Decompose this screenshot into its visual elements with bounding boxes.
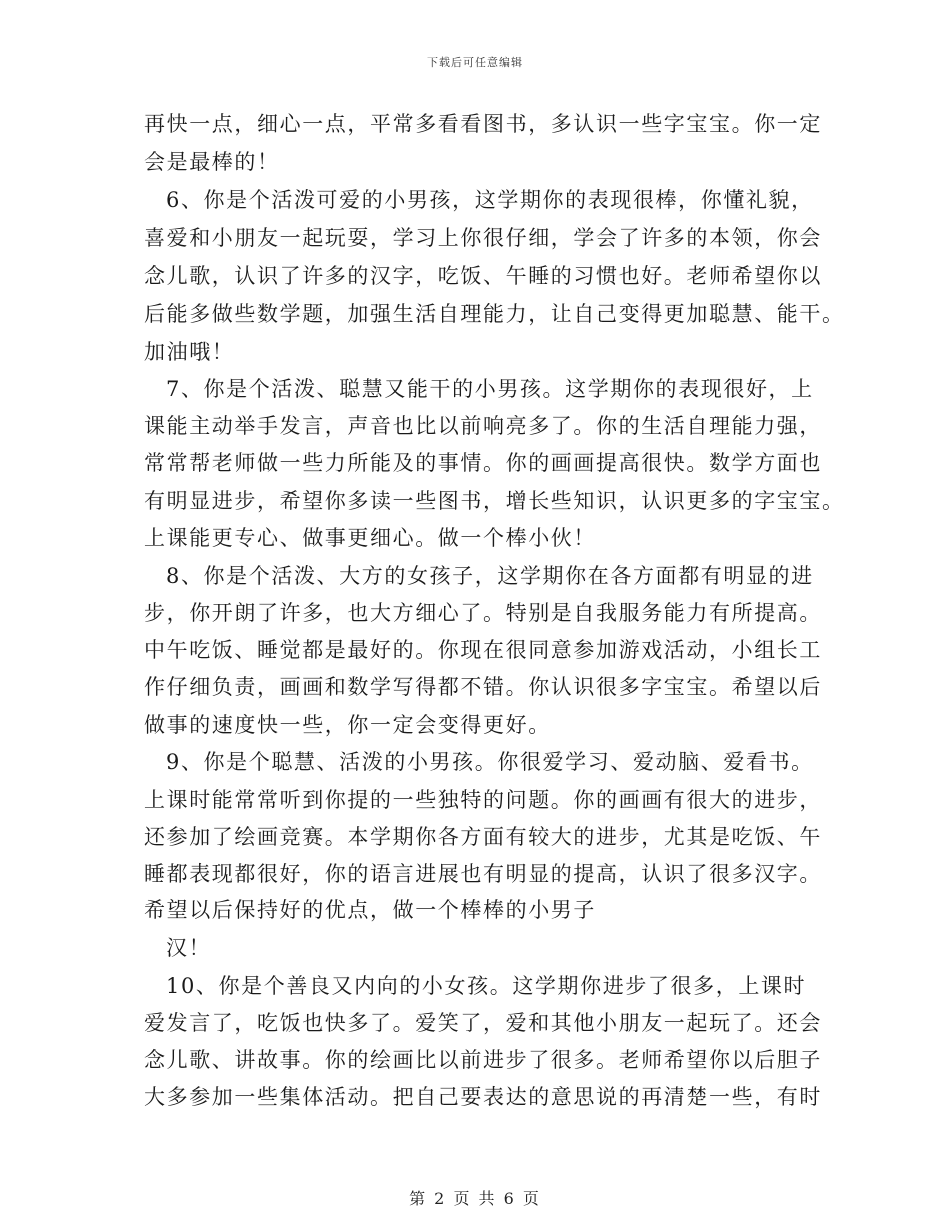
text-line: 睡都表现都很好，你的语言进展也有明显的提高，认识了很多汉字。 <box>144 862 822 886</box>
text-line: 再快一点，细心一点，平常多看看图书，多认识一些字宝宝。你一定 <box>144 112 822 136</box>
text-line: 9、你是个聪慧、活泼的小男孩。你很爱学习、爱动脑、爱看书。 <box>166 750 814 774</box>
text-line: 喜爱和小朋友一起玩耍，学习上你很仔细，学会了许多的本领，你会 <box>144 226 822 250</box>
text-line: 课能主动举手发言，声音也比以前响亮多了。你的生活自理能力强， <box>144 414 822 438</box>
text-line: 汉！ <box>166 936 212 960</box>
text-line: 上课时能常常听到你提的一些独特的问题。你的画画有很大的进步， <box>144 788 822 812</box>
text-line: 念儿歌，认识了许多的汉字，吃饭、午睡的习惯也好。老师希望你以 <box>144 264 822 288</box>
text-line: 步，你开朗了许多，也大方细心了。特别是自我服务能力有所提高。 <box>144 601 822 625</box>
text-line: 大多参加一些集体活动。把自己要表达的意思说的再清楚一些，有时 <box>144 1085 822 1109</box>
text-line: 后能多做些数学题，加强生活自理能力，让自己变得更加聪慧、能干。 <box>144 302 845 326</box>
text-line: 常常帮老师做一些力所能及的事情。你的画画提高很快。数学方面也 <box>144 451 822 475</box>
text-line: 10、你是个善良又内向的小女孩。这学期你进步了很多，上课时 <box>166 974 807 998</box>
text-line: 8、你是个活泼、大方的女孩子，这学期你在各方面都有明显的进 <box>166 564 814 588</box>
text-line: 做事的速度快一些，你一定会变得更好。 <box>144 713 551 737</box>
text-line: 加油哦！ <box>144 340 235 364</box>
text-line: 有明显进步，希望你多读一些图书，增长些知识，认识更多的字宝宝。 <box>144 489 845 513</box>
text-line: 作仔细负责，画画和数学写得都不错。你认识很多字宝宝。希望以后 <box>144 675 822 699</box>
text-line: 7、你是个活泼、聪慧又能干的小男孩。这学期你的表现很好，上 <box>166 377 814 401</box>
text-line: 爱发言了，吃饭也快多了。爱笑了，爱和其他小朋友一起玩了。还会 <box>144 1011 822 1035</box>
text-line: 希望以后保持好的优点，做一个棒棒的小男子 <box>144 898 596 922</box>
page-number: 第 2 页 共 6 页 <box>409 1189 541 1208</box>
text-line: 上课能更专心、做事更细心。做一个棒小伙！ <box>144 526 596 550</box>
text-line: 还参加了绘画竞赛。本学期你各方面有较大的进步，尤其是吃饭、午 <box>144 825 822 849</box>
page-header: 下载后可任意编辑 <box>427 56 523 69</box>
text-line: 中午吃饭、睡觉都是最好的。你现在很同意参加游戏活动，小组长工 <box>144 638 822 662</box>
text-line: 会是最棒的！ <box>144 150 280 174</box>
text-line: 念儿歌、讲故事。你的绘画比以前进步了很多。老师希望你以后胆子 <box>144 1048 822 1072</box>
text-line: 6、你是个活泼可爱的小男孩，这学期你的表现很棒，你懂礼貌， <box>166 188 814 212</box>
